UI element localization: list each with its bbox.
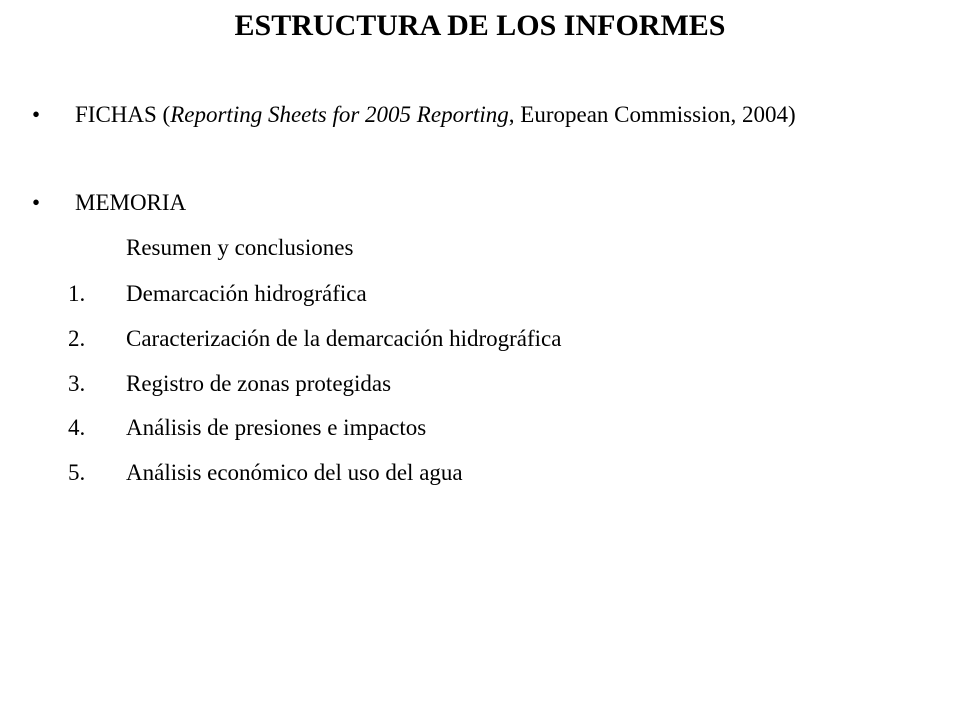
list-item-text: Demarcación hidrográfica bbox=[126, 281, 367, 306]
list-item-number: 4. bbox=[68, 415, 86, 440]
list-item-number: 5. bbox=[68, 460, 86, 485]
bullet-text bbox=[75, 100, 796, 130]
list-item-text: Análisis de presiones e impactos bbox=[126, 415, 427, 440]
fichas-reference-title: Reporting Sheets for 2005 Reporting bbox=[170, 102, 509, 127]
fichas-prefix: FICHAS ( bbox=[75, 102, 171, 127]
list-item-number: 2. bbox=[68, 326, 86, 351]
list-item-text: Resumen y conclusiones bbox=[126, 235, 354, 260]
list-item-text: Caracterización de la demarcación hidrográfica bbox=[126, 326, 562, 351]
page-title: ESTRUCTURA DE LOS INFORMES bbox=[234, 9, 726, 42]
list-item-number: 3. bbox=[68, 371, 86, 396]
list-item-number: 1. bbox=[68, 281, 86, 306]
bullet-text: MEMORIA bbox=[75, 190, 187, 215]
list-item-text: Análisis económico del uso del agua bbox=[126, 460, 463, 485]
fichas-suffix: , European Commission, 2004) bbox=[508, 102, 796, 127]
bullet-icon: • bbox=[32, 102, 41, 127]
bullet-icon: • bbox=[32, 190, 41, 215]
list-item-text: Registro de zonas protegidas bbox=[126, 371, 392, 396]
